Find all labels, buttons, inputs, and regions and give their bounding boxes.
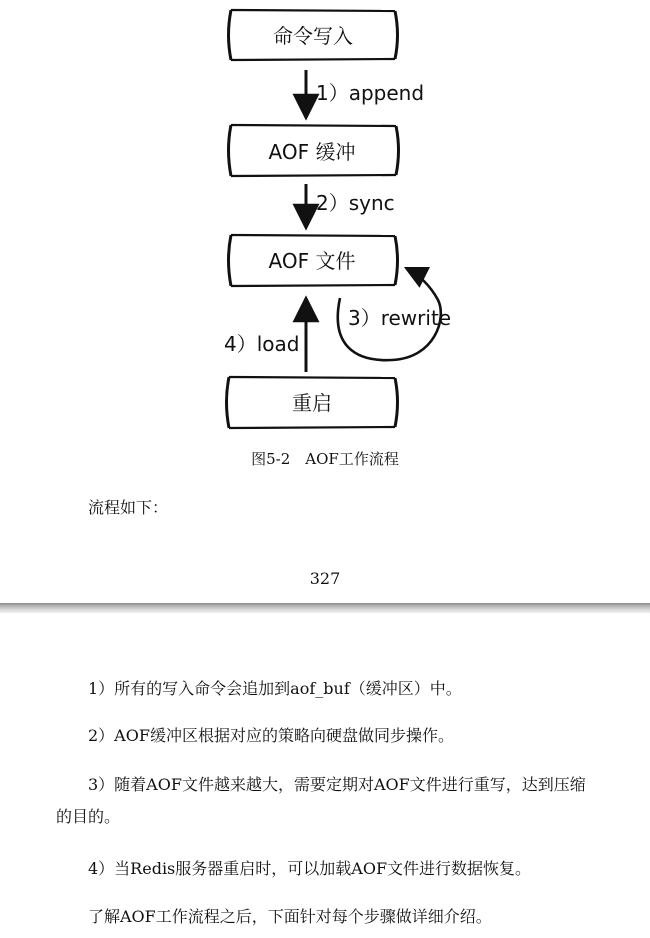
step-4-text: 4）当Redis服务器重启时，可以加载AOF文件进行数据恢复。 (88, 859, 532, 878)
aof-flow-diagram (0, 0, 650, 440)
restart-label: 重启 (292, 391, 332, 415)
restart-box (227, 377, 398, 428)
page-break-divider (0, 603, 650, 613)
intro-text: 流程如下： (88, 498, 169, 517)
load-label: 4）load (224, 332, 300, 356)
page-number: 327 (309, 569, 341, 588)
sync-label: 2）sync (316, 191, 395, 215)
aof-file-box (229, 235, 398, 286)
closing-text: 了解AOF工作流程之后，下面针对每个步骤做详细介绍。 (88, 907, 492, 926)
aof-buffer-label: AOF 缓冲 (268, 140, 356, 164)
figure-caption: 图5-2 AOF工作流程 (251, 450, 399, 468)
aof-buffer-box (229, 125, 399, 176)
append-label: 1）append (316, 81, 425, 105)
aof-file-label: AOF 文件 (268, 249, 356, 273)
step-3-continuation: 的目的。 (56, 807, 121, 826)
rewrite-label: 3）rewrite (348, 306, 452, 330)
write-command-label: 命令写入 (273, 24, 353, 48)
write-command-box (229, 10, 398, 60)
step-3-text: 3）随着AOF文件越来越大，需要定期对AOF文件进行重写，达到压缩 (88, 775, 586, 794)
step-2-text: 2）AOF缓冲区根据对应的策略向硬盘做同步操作。 (88, 726, 454, 745)
step-1-text: 1）所有的写入命令会追加到aof_buf（缓冲区）中。 (88, 679, 462, 698)
